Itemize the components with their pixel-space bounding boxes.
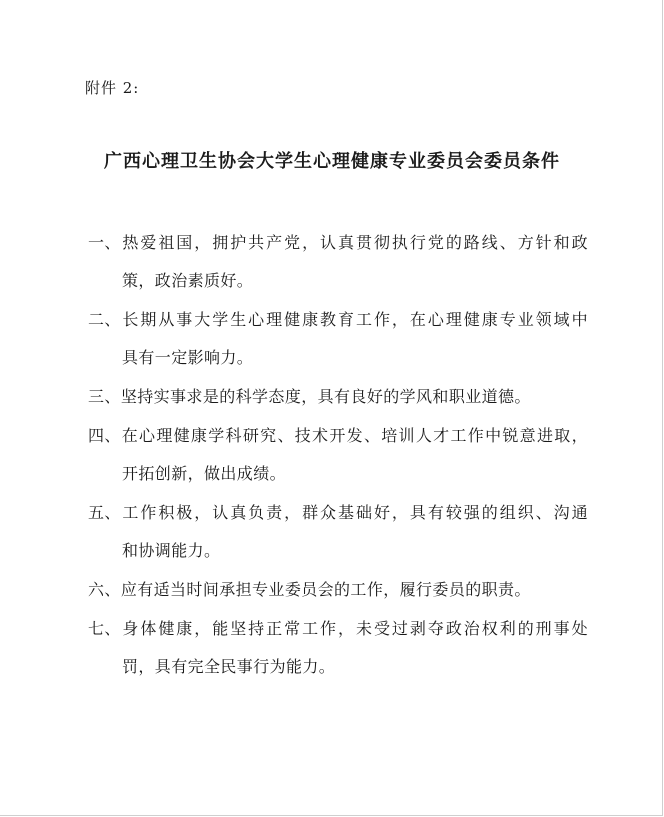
list-item xyxy=(88,494,588,570)
attachment-label: 附件 2: xyxy=(85,79,140,97)
list-item-text: 应有适当时间承担专业委员会的工作，履行委员的职责。 xyxy=(120,580,531,599)
list-item-line xyxy=(88,494,588,532)
list-item-continuation: 开拓创新，做出成绩。 xyxy=(122,464,287,483)
list-item-line xyxy=(88,417,588,455)
list-item-number: 七、 xyxy=(88,619,121,638)
list-item xyxy=(88,571,588,609)
list-item-line xyxy=(88,610,588,648)
list-item-continuation: 具有一定影响力。 xyxy=(122,348,254,367)
list-item-text: 工作积极，认真负责，群众基础好，具有较强的组织、沟通 xyxy=(120,503,588,522)
list-item-text: 长期从事大学生心理健康教育工作，在心理健康专业领域中 xyxy=(120,310,588,329)
list-item-text: 在心理健康学科研究、技术开发、培训人才工作中锐意进取， xyxy=(120,426,588,445)
list-item-number: 六、 xyxy=(88,580,121,599)
list-item-continuation: 策，政治素质好。 xyxy=(122,271,254,290)
list-item xyxy=(88,378,588,416)
list-item-number: 一、 xyxy=(88,233,121,252)
list-item-number: 二、 xyxy=(88,310,121,329)
document-title: 广西心理卫生协会大学生心理健康专业委员会委员条件 xyxy=(104,151,560,172)
list-item-number: 三、 xyxy=(88,387,121,406)
list-item-text: 坚持实事求是的科学态度，具有良好的学风和职业道德。 xyxy=(120,387,531,406)
list-item xyxy=(88,301,588,377)
list-item-number: 五、 xyxy=(88,503,121,522)
list-item-text: 身体健康，能坚持正常工作，未受过剥夺政治权利的刑事处 xyxy=(120,619,588,638)
list-item-continuation: 和协调能力。 xyxy=(122,541,221,560)
list-item xyxy=(88,610,588,686)
list-item xyxy=(88,417,588,493)
list-item xyxy=(88,224,588,300)
list-item-line xyxy=(88,301,588,339)
list-item-text: 热爱祖国，拥护共产党，认真贯彻执行党的路线、方针和政 xyxy=(120,233,588,252)
list-item-line xyxy=(88,224,588,262)
list-item-number: 四、 xyxy=(88,426,121,445)
list-item-continuation: 罚，具有完全民事行为能力。 xyxy=(122,657,336,676)
